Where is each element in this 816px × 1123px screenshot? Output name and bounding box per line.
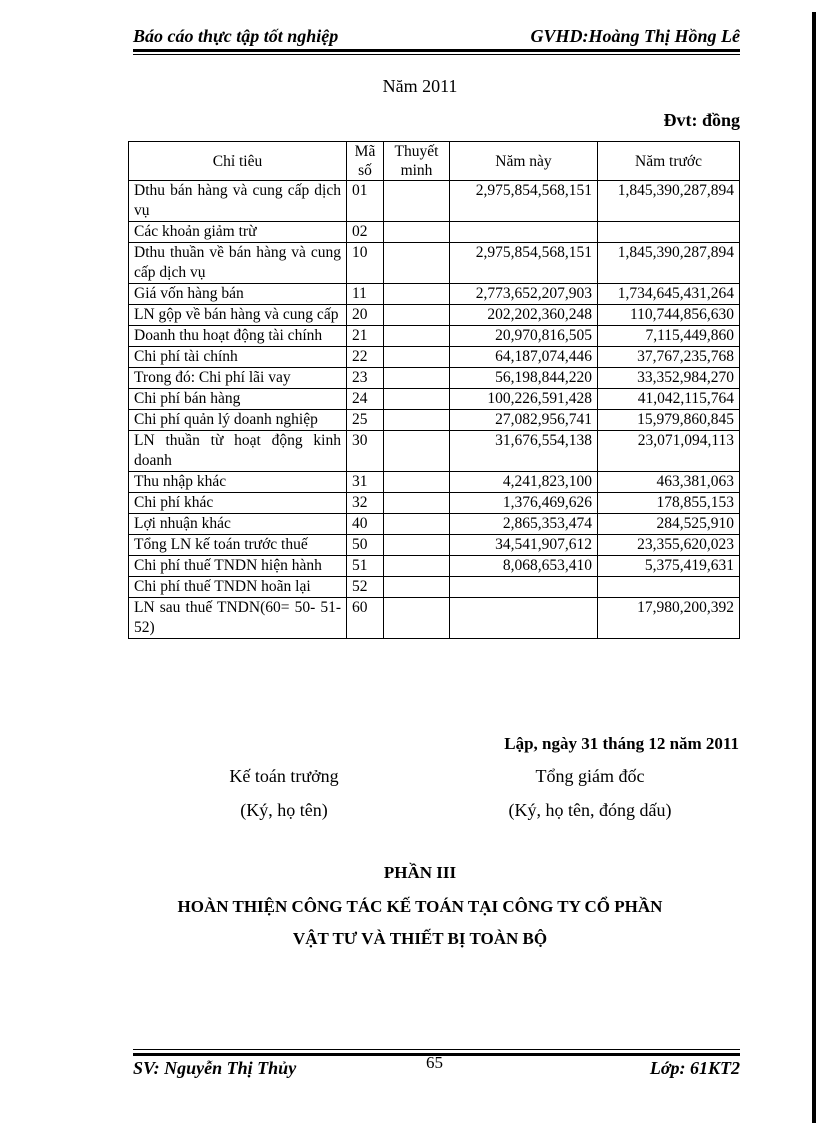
row-note <box>384 284 450 305</box>
row-code: 60 <box>347 598 384 639</box>
table-row <box>129 368 740 389</box>
row-this-year: 20,970,816,505 <box>450 326 598 347</box>
row-item: Chi phí thuế TNDN hiện hành <box>129 556 347 577</box>
row-code: 11 <box>347 284 384 305</box>
table-row <box>129 410 740 431</box>
footer-class: Lớp: 61KT2 <box>649 1058 740 1078</box>
table-row <box>129 514 740 535</box>
footer-page-number: 65 <box>426 1053 443 1072</box>
row-note <box>384 222 450 243</box>
table-row <box>129 181 740 222</box>
row-code: 51 <box>347 556 384 577</box>
row-last-year: 1,845,390,287,894 <box>598 243 740 284</box>
row-item: LN thuần từ hoạt động kinh doanh <box>129 431 347 472</box>
row-last-year: 7,115,449,860 <box>598 326 740 347</box>
row-this-year <box>450 598 598 639</box>
row-this-year: 56,198,844,220 <box>450 368 598 389</box>
row-this-year: 100,226,591,428 <box>450 389 598 410</box>
row-item: Giá vốn hàng bán <box>129 284 347 305</box>
header-supervisor: GVHD:Hoàng Thị Hồng Lê <box>530 26 740 46</box>
col-header-note: Thuyết minh <box>384 142 450 181</box>
row-item: Chi phí bán hàng <box>129 389 347 410</box>
row-this-year: 8,068,653,410 <box>450 556 598 577</box>
row-note <box>384 243 450 284</box>
row-item: Chi phí tài chính <box>129 347 347 368</box>
footer-rule-thin <box>133 1049 740 1050</box>
col-header-item: Chỉ tiêu <box>129 142 347 181</box>
row-this-year: 27,082,956,741 <box>450 410 598 431</box>
row-last-year: 23,355,620,023 <box>598 535 740 556</box>
row-last-year: 284,525,910 <box>598 514 740 535</box>
row-last-year: 23,071,094,113 <box>598 431 740 472</box>
row-note <box>384 493 450 514</box>
row-last-year: 33,352,984,270 <box>598 368 740 389</box>
section-title-line2: VẬT TƯ VÀ THIẾT BỊ TOÀN BỘ <box>292 929 548 948</box>
row-code: 32 <box>347 493 384 514</box>
table-row <box>129 347 740 368</box>
table-row <box>129 243 740 284</box>
row-item: LN gộp về bán hàng và cung cấp <box>129 305 347 326</box>
table-row <box>129 389 740 410</box>
footer-student: SV: Nguyễn Thị Thủy <box>133 1058 297 1078</box>
chief-accountant-note: (Ký, họ tên) <box>240 800 328 820</box>
row-code: 31 <box>347 472 384 493</box>
row-code: 10 <box>347 243 384 284</box>
row-last-year: 41,042,115,764 <box>598 389 740 410</box>
row-code: 25 <box>347 410 384 431</box>
row-code: 20 <box>347 305 384 326</box>
row-last-year: 17,980,200,392 <box>598 598 740 639</box>
col-header-code: Mã số <box>347 142 384 181</box>
row-code: 02 <box>347 222 384 243</box>
row-last-year: 463,381,063 <box>598 472 740 493</box>
row-last-year: 1,845,390,287,894 <box>598 181 740 222</box>
row-note <box>384 347 450 368</box>
row-code: 23 <box>347 368 384 389</box>
row-code: 01 <box>347 181 384 222</box>
row-item: Thu nhập khác <box>129 472 347 493</box>
row-note <box>384 181 450 222</box>
table-row <box>129 598 740 639</box>
row-this-year: 4,241,823,100 <box>450 472 598 493</box>
row-this-year <box>450 577 598 598</box>
row-code: 21 <box>347 326 384 347</box>
table-row <box>129 577 740 598</box>
row-this-year: 2,773,652,207,903 <box>450 284 598 305</box>
row-note <box>384 514 450 535</box>
row-item: Dthu thuần về bán hàng và cung cấp dịch vụ <box>129 243 347 284</box>
report-unit: Đvt: đồng <box>663 110 740 130</box>
report-year: Năm 2011 <box>382 76 458 96</box>
header-report-title: Báo cáo thực tập tốt nghiệp <box>133 26 339 46</box>
col-header-last-year: Năm trước <box>598 142 740 181</box>
report-date: Lập, ngày 31 tháng 12 năm 2011 <box>504 734 739 753</box>
row-last-year: 110,744,856,630 <box>598 305 740 326</box>
row-code: 52 <box>347 577 384 598</box>
table-row <box>129 493 740 514</box>
row-last-year: 178,855,153 <box>598 493 740 514</box>
row-last-year: 15,979,860,845 <box>598 410 740 431</box>
row-last-year <box>598 222 740 243</box>
row-last-year: 5,375,419,631 <box>598 556 740 577</box>
row-item: LN sau thuế TNDN(60= 50- 51- 52) <box>129 598 347 639</box>
row-this-year <box>450 222 598 243</box>
table-row <box>129 535 740 556</box>
table-row <box>129 431 740 472</box>
table-header-row <box>129 142 740 181</box>
chief-accountant-title: Kế toán trưởng <box>229 766 339 786</box>
row-item: Doanh thu hoạt động tài chính <box>129 326 347 347</box>
header-rule-thick <box>133 49 740 52</box>
table-row <box>129 284 740 305</box>
table-row <box>129 472 740 493</box>
row-item: Trong đó: Chi phí lãi vay <box>129 368 347 389</box>
row-note <box>384 368 450 389</box>
row-note <box>384 535 450 556</box>
row-note <box>384 577 450 598</box>
table-row <box>129 556 740 577</box>
row-code: 22 <box>347 347 384 368</box>
row-code: 30 <box>347 431 384 472</box>
row-last-year <box>598 577 740 598</box>
row-item: Tổng LN kế toán trước thuế <box>129 535 347 556</box>
row-code: 24 <box>347 389 384 410</box>
header-rule-thin <box>133 54 740 55</box>
row-item: Chi phí quản lý doanh nghiệp <box>129 410 347 431</box>
row-note <box>384 556 450 577</box>
page-edge-shadow <box>812 12 816 1123</box>
row-this-year: 1,376,469,626 <box>450 493 598 514</box>
row-item: Chi phí khác <box>129 493 347 514</box>
row-item: Chi phí thuế TNDN hoãn lại <box>129 577 347 598</box>
row-note <box>384 598 450 639</box>
row-item: Dthu bán hàng và cung cấp dịch vụ <box>129 181 347 222</box>
table-row <box>129 305 740 326</box>
col-header-this-year: Năm này <box>450 142 598 181</box>
row-this-year: 31,676,554,138 <box>450 431 598 472</box>
row-note <box>384 431 450 472</box>
row-note <box>384 305 450 326</box>
row-this-year: 64,187,074,446 <box>450 347 598 368</box>
row-this-year: 202,202,360,248 <box>450 305 598 326</box>
row-this-year: 34,541,907,612 <box>450 535 598 556</box>
row-this-year: 2,975,854,568,151 <box>450 181 598 222</box>
row-item: Lợi nhuận khác <box>129 514 347 535</box>
row-note <box>384 326 450 347</box>
section-part: PHẦN III <box>383 863 457 882</box>
table-row <box>129 222 740 243</box>
row-note <box>384 472 450 493</box>
row-code: 50 <box>347 535 384 556</box>
row-this-year: 2,975,854,568,151 <box>450 243 598 284</box>
income-statement-table <box>128 141 740 639</box>
row-note <box>384 389 450 410</box>
row-item: Các khoản giảm trừ <box>129 222 347 243</box>
row-this-year: 2,865,353,474 <box>450 514 598 535</box>
general-director-note: (Ký, họ tên, đóng dấu) <box>508 800 672 820</box>
table-row <box>129 326 740 347</box>
row-last-year: 1,734,645,431,264 <box>598 284 740 305</box>
row-note <box>384 410 450 431</box>
row-code: 40 <box>347 514 384 535</box>
general-director-title: Tổng giám đốc <box>535 766 645 786</box>
section-title-line1: HOÀN THIỆN CÔNG TÁC KẾ TOÁN TẠI CÔNG TY CỔ PHẦN <box>177 897 663 916</box>
row-last-year: 37,767,235,768 <box>598 347 740 368</box>
